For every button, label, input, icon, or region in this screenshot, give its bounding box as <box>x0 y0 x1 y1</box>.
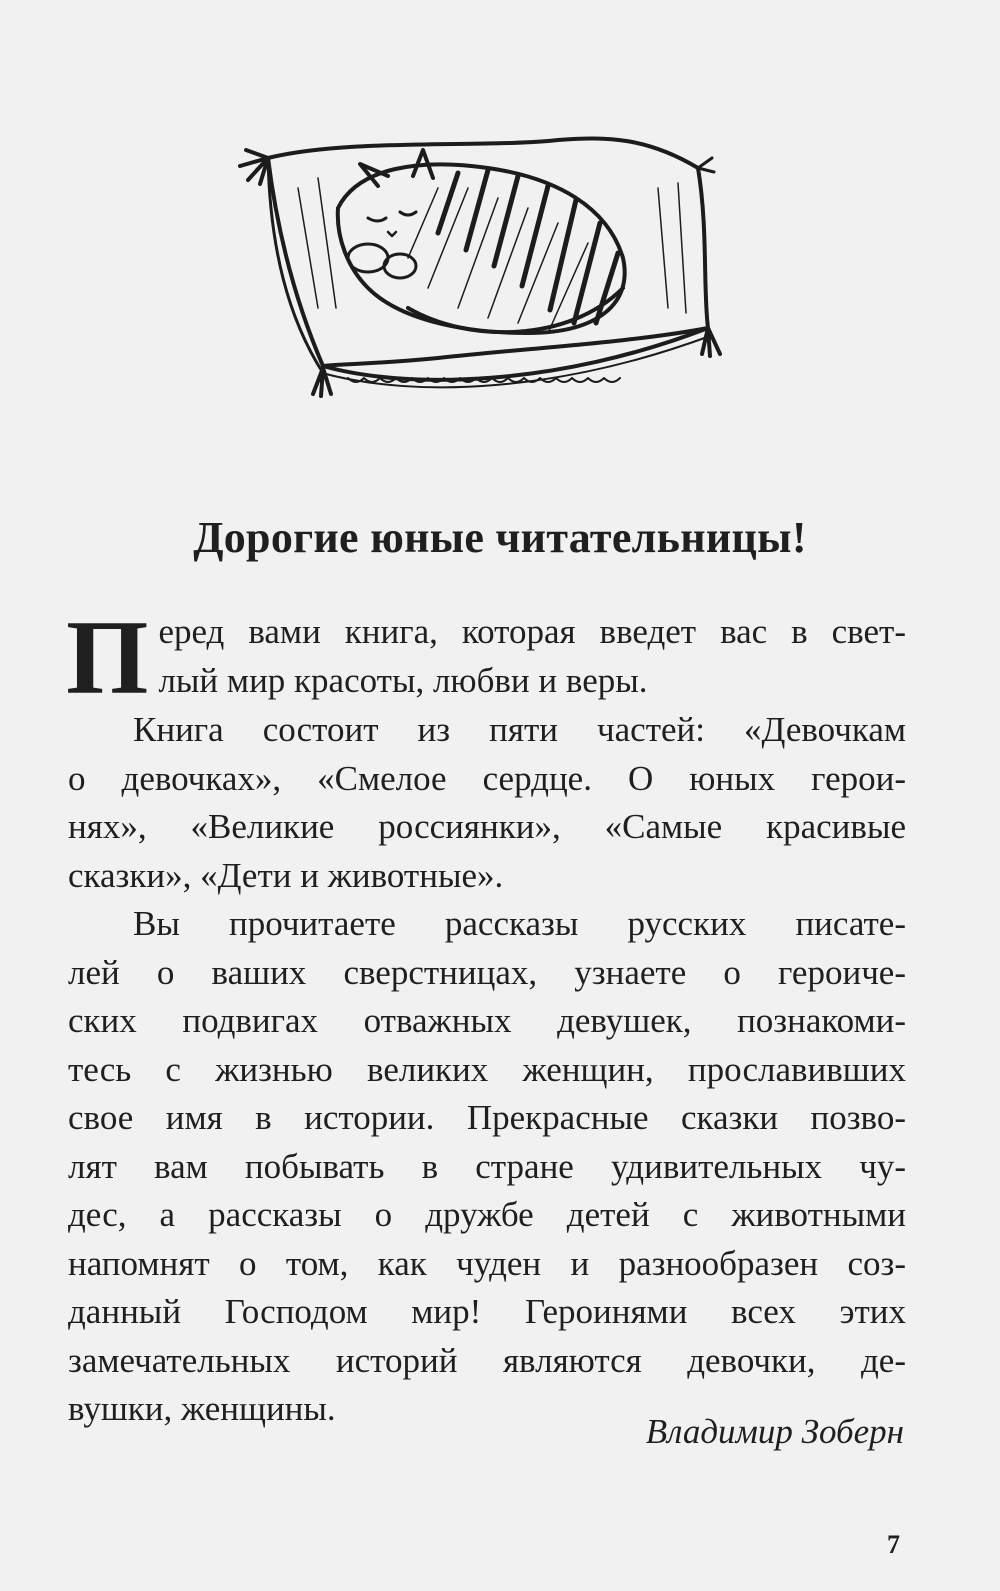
text-line: о девочках», «Смелое сердце. О юных герои- <box>68 758 906 798</box>
text-line: лят вам побывать в стране удивительных чу- <box>68 1146 906 1186</box>
text-line: дес, а рассказы о дружбе детей с животными <box>68 1195 906 1234</box>
text-line: тесь с жизнью великих женщин, прославивших <box>68 1049 906 1089</box>
text-line: ских подвигах отважных девушек, познакоми- <box>68 1001 906 1040</box>
text-line: вушки, женщины. <box>68 1389 336 1428</box>
text-line: лый мир красоты, любви и веры. <box>158 660 648 700</box>
paragraph-1 <box>66 599 906 716</box>
paragraph-3 <box>68 900 906 1434</box>
drop-cap: П <box>66 599 149 716</box>
author-signature: Владимир Зоберн <box>645 1412 904 1451</box>
sleeping-cat-on-pillow-illustration <box>228 128 758 398</box>
text-line: Вы прочитаете рассказы русских писате- <box>133 904 906 943</box>
page-heading: Дорогие юные читательницы! <box>193 513 807 562</box>
page-number: 7 <box>887 1530 900 1559</box>
text-line: свое имя в истории. Прекрасные сказки позво- <box>68 1098 906 1137</box>
body-text <box>66 599 906 1434</box>
text-line: еред вами книга, которая введет вас в свет- <box>158 612 906 651</box>
text-line: Книга состоит из пяти частей: «Девочкам <box>133 710 906 749</box>
paragraph-2 <box>68 706 906 900</box>
text-line: лей о ваших сверстницах, узнаете о героиче- <box>68 952 906 992</box>
text-line: нях», «Великие россиянки», «Самые красивые <box>68 807 906 846</box>
text-line: данный Господом мир! Героинями всех этих <box>68 1292 906 1331</box>
text-line: сказки», «Дети и животные». <box>68 855 504 895</box>
text-line: замечательных историй являются девочки, де- <box>68 1340 906 1380</box>
text-line: напомнят о том, как чуден и разнообразен соз- <box>68 1243 906 1283</box>
